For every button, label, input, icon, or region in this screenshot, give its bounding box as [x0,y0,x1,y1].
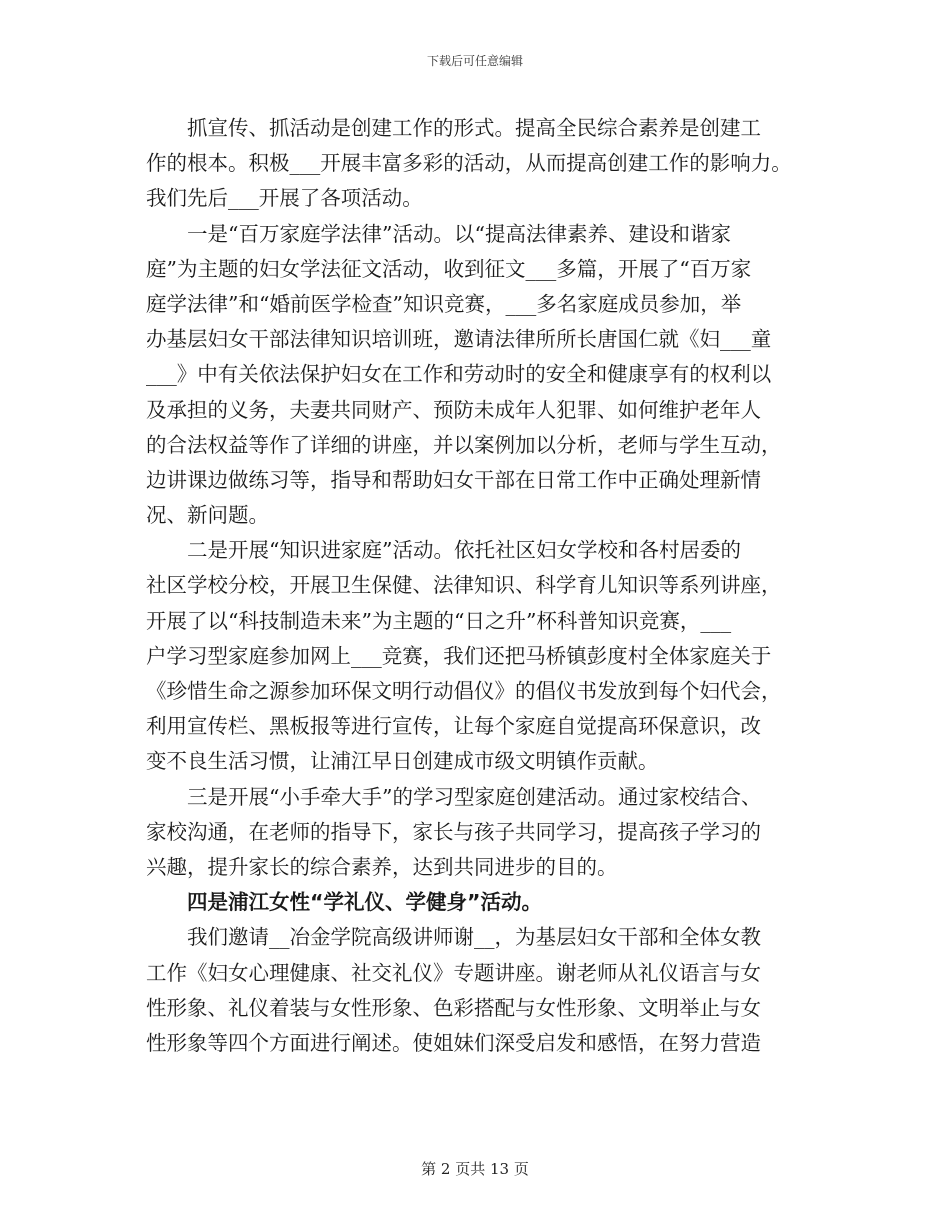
text-line: 的合法权益等作了详细的讲座，并以案例加以分析，老师与学生互动， [146,432,782,457]
text-line: 庭学法律”和“婚前医学检查”知识竞赛，___多名家庭成员参加，举 [146,291,742,316]
text-line: 一是“百万家庭学法律”活动。以“提高法律素养、建设和谐家 [187,221,731,246]
text-line: 办基层妇女干部法律知识培训班，邀请法律所所长唐国仁就《妇___童 [146,327,772,352]
paragraph-activity-two [146,533,816,779]
text-line: 三是开展“小手牵大手”的学习型家庭创建活动。通过家校结合、 [187,784,762,809]
document-body [146,111,816,1061]
text-line: ___》中有关依法保护妇女在工作和劳动时的安全和健康享有的权利以 [146,362,772,387]
text-line: 庭”为主题的妇女学法征文活动，收到征文___多篇，开展了“百万家 [146,256,752,281]
text-line: 户学习型家庭参加网上___竞赛，我们还把马桥镇彭度村全体家庭关于 [146,643,772,668]
text-line: 变不良生活习惯，让浦江早日创建成市级文明镇作贡献。 [146,749,659,774]
paragraph-activity-four [146,920,816,1061]
text-line: 社区学校分校，开展卫生保健、法律知识、科学育儿知识等系列讲座， [146,573,782,598]
paragraph-activity-three [146,780,816,886]
text-line: 我们邀请__冶金学院高级讲师谢__，为基层妇女干部和全体女教 [187,925,761,950]
text-line: 二是开展“知识进家庭”活动。依托社区妇女学校和各村居委的 [187,538,741,563]
text-line: 我们先后___开展了各项活动。 [146,186,423,211]
page-header: 下载后可任意编辑 [426,54,523,68]
text-line: 况、新问题。 [146,503,269,528]
section-heading: 四是浦江女性“学礼仪、学健身”活动。 [187,890,542,915]
paragraph-activity-one [146,217,816,534]
text-line: 工作《妇女心理健康、社交礼仪》专题讲座。谢老师从礼仪语言与女 [146,960,761,985]
text-line: 《珍惜生命之源参加环保文明行动倡仪》的倡仪书发放到每个妇代会， [146,679,782,703]
text-line: 作的根本。积极___开展丰富多彩的活动，从而提高创建工作的影响力。 [146,151,792,176]
text-line: 性形象等四个方面进行阐述。使姐妹们深受启发和感悟，在努力营造 [146,1030,761,1055]
paragraph-intro [146,111,816,217]
section-heading-activity-four [146,885,816,920]
text-line: 利用宣传栏、黑板报等进行宣传，让每个家庭自觉提高环保意识，改 [146,714,761,739]
text-line: 性形象、礼仪着装与女性形象、色彩搭配与女性形象、文明举止与女 [146,995,761,1020]
text-line: 家校沟通，在老师的指导下，家长与孩子共同学习，提高孩子学习的 [146,819,761,844]
text-line: 兴趣，提升家长的综合素养，达到共同进步的目的。 [146,854,618,879]
text-line: 抓宣传、抓活动是创建工作的形式。提高全民综合素养是创建工 [187,116,761,140]
page-footer: 第 2 页共 13 页 [421,1160,529,1178]
text-line: 及承担的义务，夫妻共同财产、预防未成年人犯罪、如何维护老年人 [146,397,761,422]
text-line: 边讲课边做练习等，指导和帮助妇女干部在日常工作中正确处理新情 [146,467,761,492]
text-line: 开展了以“科技制造未来”为主题的“日之升”杯科普知识竞赛，___ [146,608,732,633]
